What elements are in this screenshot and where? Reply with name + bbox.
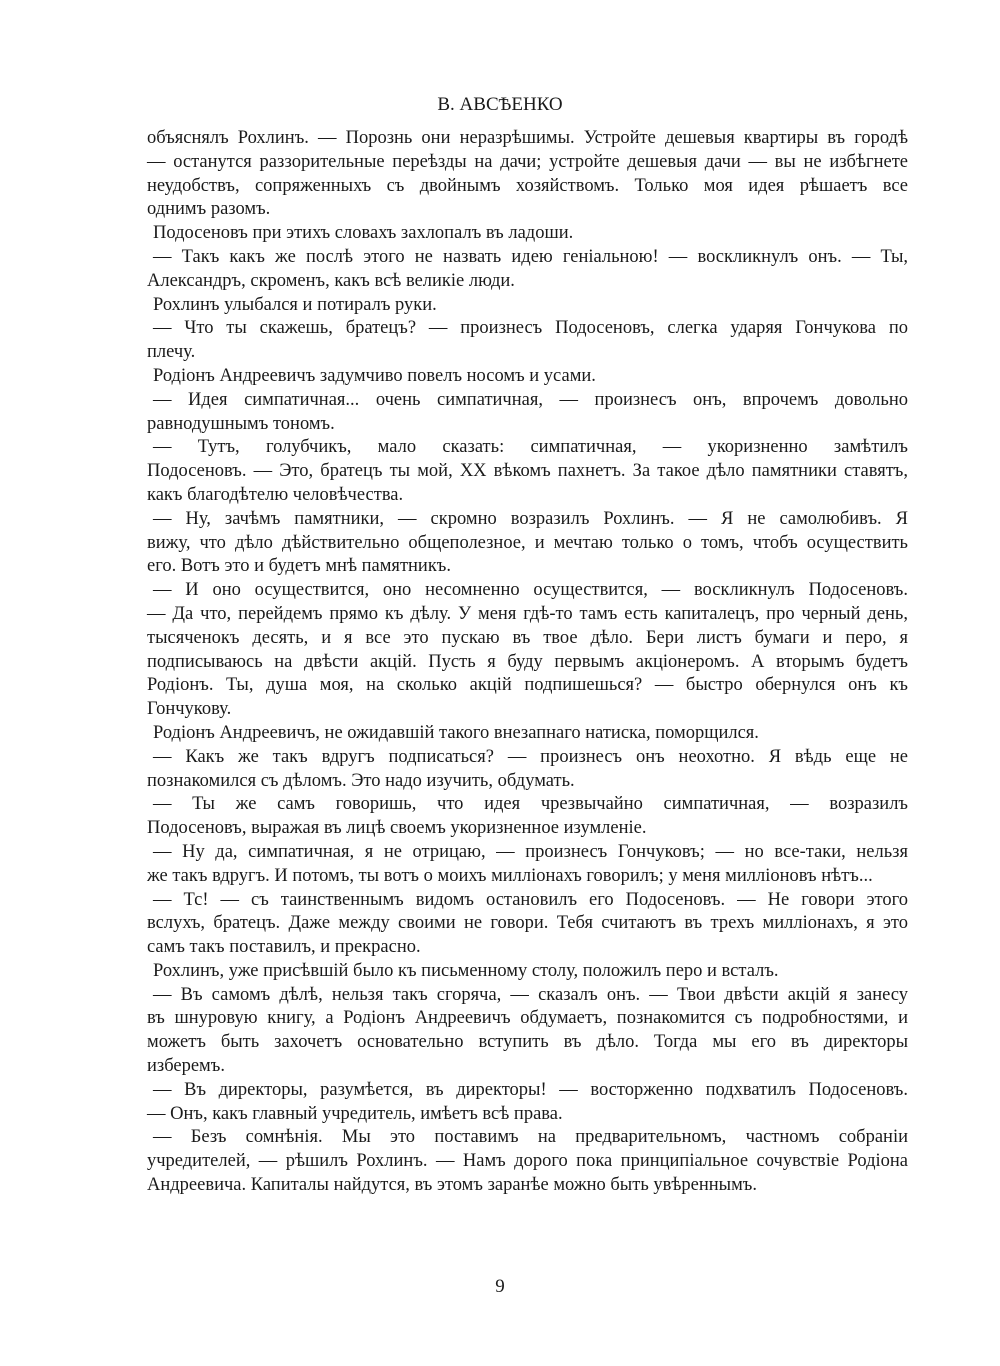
text-line: вслухъ, братецъ. Даже между своими не говори. Тебя считаютъ въ трехъ милліонахъ, я это [147,913,908,934]
text-line: Родіонъ Андреевичъ, не ожидавшій такого внезапнаго натиска, поморщился. [153,722,759,743]
text-line: Родіонъ Андреевичъ задумчиво повелъ носомъ и усами. [153,365,596,386]
paragraph [147,793,908,841]
text-line: Подосеновъ при этихъ словахъ захлопалъ въ ладоши. [153,223,574,244]
paragraph [147,960,908,984]
paragraph [147,722,908,746]
text-line: — останутся раззорительные переѣзды на дачи; устройте дешевыя дачи — вы не избѣгнете [147,151,908,172]
paragraph [147,579,908,722]
text-line: — Идея симпатичная... очень симпатичная, — произнесъ онъ, впрочемъ довольно [153,389,908,410]
text-line: — Въ директоры, разумѣется, въ директоры! — восторженно подхватилъ Подосеновъ. [153,1079,908,1100]
text-line: — И оно осуществится, оно несомненно осуществится, — воскликнулъ Подосеновъ. [153,580,908,601]
text-line: — Ну да, симпатичная, я не отрицаю, — произнесъ Гончуковъ; — но все-таки, нельзя [153,841,908,862]
text-line: же такъ вдругъ. И потомъ, ты вотъ о моихъ милліонахъ говорилъ; у меня милліоновъ нѣтъ... [147,865,873,886]
text-line: — Такъ какъ же послѣ этого не назвать идею геніальною! — воскликнулъ онъ. — Ты, [153,246,908,267]
running-header: В. АВСѢЕНКО [437,94,563,115]
paragraph [147,365,908,389]
text-line: — Какъ же такъ вдругъ подписаться? — произнесъ онъ неохотно. Я вѣдь еще не [153,746,908,767]
paragraph [147,1126,908,1197]
text-line: — Тс! — съ таинственнымъ видомъ остановилъ его Подосеновъ. — Не говори этого [153,889,908,910]
paragraph [147,841,908,889]
text-line: — Тутъ, голубчикъ, мало сказать: симпатичная, — укоризненно замѣтилъ [153,437,908,458]
text-line: учредителей, — рѣшилъ Рохлинъ. — Намъ дорого пока принципіальное сочувствіе Родіона [147,1151,908,1172]
text-line: Андреевича. Капиталы найдутся, въ этомъ заранѣе можно быть увѣреннымъ. [147,1175,758,1196]
text-line: — Да что, перейдемъ прямо къ дѣлу. У меня гдѣ-то тамъ есть капиталецъ, про черный день, [147,603,908,624]
text-line: познакомился съ дѣломъ. Это надо изучить, обдумать. [147,770,575,791]
text-line: — Ну, зачѣмъ памятники, — скромно возразилъ Рохлинъ. — Я не самолюбивъ. Я [153,508,908,529]
paragraph [147,246,908,294]
text-line: Родіонъ. Ты, душа моя, на сколько акцій подпишешься? — быстро обернулся онъ къ [147,675,908,696]
body-text [147,127,908,1198]
text-line: — Ты же самъ говоришь, что идея чрезвычайно симпатичная, — возразилъ [153,794,908,815]
page-number: 9 [495,1276,505,1297]
paragraph [147,889,908,960]
paragraph [147,436,908,507]
text-line: можетъ быть захочетъ основательно вступить въ дѣло. Тогда мы его въ директоры [147,1032,908,1053]
text-line: изберемъ. [147,1056,225,1077]
text-line: равнодушнымъ тономъ. [147,413,335,434]
text-line: Рохлинъ, уже присѣвшій было къ письменному столу, положилъ перо и всталъ. [153,960,779,981]
text-line: какъ благодѣтелю человѣчества. [147,484,404,505]
text-line: Александръ, скроменъ, какъ всѣ великіе люди. [147,270,515,291]
text-line: — Безъ сомнѣнія. Мы это поставимъ на предварительномъ, частномъ собраніи [153,1127,908,1148]
text-line: — Что ты скажешь, братецъ? — произнесъ Подосеновъ, слегка ударяя Гончукова по [153,318,908,339]
paragraph [147,389,908,437]
paragraph [147,317,908,365]
text-line: его. Вотъ это и будетъ мнѣ памятникъ. [147,556,452,577]
paragraph [147,746,908,794]
text-line: Рохлинъ улыбался и потиралъ руки. [153,294,437,315]
text-line: — Онъ, какъ главный учредитель, имѣетъ всѣ права. [147,1103,563,1124]
text-line: Гончукову. [147,699,232,720]
text-line: Подосеновъ, выражая въ лицѣ своемъ укоризненное изумленіе. [147,818,647,839]
text-line: однимъ разомъ. [147,199,271,220]
text-line: неудобствъ, сопряженныхъ съ двойнымъ хозяйствомъ. Только моя идея рѣшаетъ все [147,175,908,196]
paragraph [147,984,908,1079]
text-line: самъ такъ поставилъ, и прекрасно. [147,937,421,958]
text-line: вижу, что дѣло дѣйствительно общеполезное, и мечтаю только о томъ, чтобъ осуществить [147,532,908,553]
text-line: плечу. [147,342,196,363]
paragraph [147,222,908,246]
text-line: въ шнуровую книгу, а Родіонъ Андреевичъ обдумаетъ, познакомится съ подробностями, и [147,1008,908,1029]
paragraph [147,294,908,318]
text-line: Подосеновъ. — Это, братецъ ты мой, XX вѣкомъ пахнетъ. За такое дѣло памятники ставятъ, [147,461,908,482]
paragraph [147,1079,908,1127]
paragraph [147,508,908,579]
text-line: подписываюсь на двѣсти акцій. Пусть я буду первымъ акціонеромъ. А вторымъ будетъ [147,651,908,672]
text-line: объяснялъ Рохлинъ. — Порознь они неразрѣшимы. Устройте дешевыя квартиры въ городѣ [147,128,908,148]
text-line: — Въ самомъ дѣлѣ, нельзя такъ сгоряча, — сказалъ онъ. — Твои двѣсти акцій я занесу [153,984,908,1005]
text-line: тысяченокъ десять, и я все это пускаю въ твое дѣло. Бери листъ бумаги и перо, я [147,627,908,648]
paragraph [147,127,908,222]
